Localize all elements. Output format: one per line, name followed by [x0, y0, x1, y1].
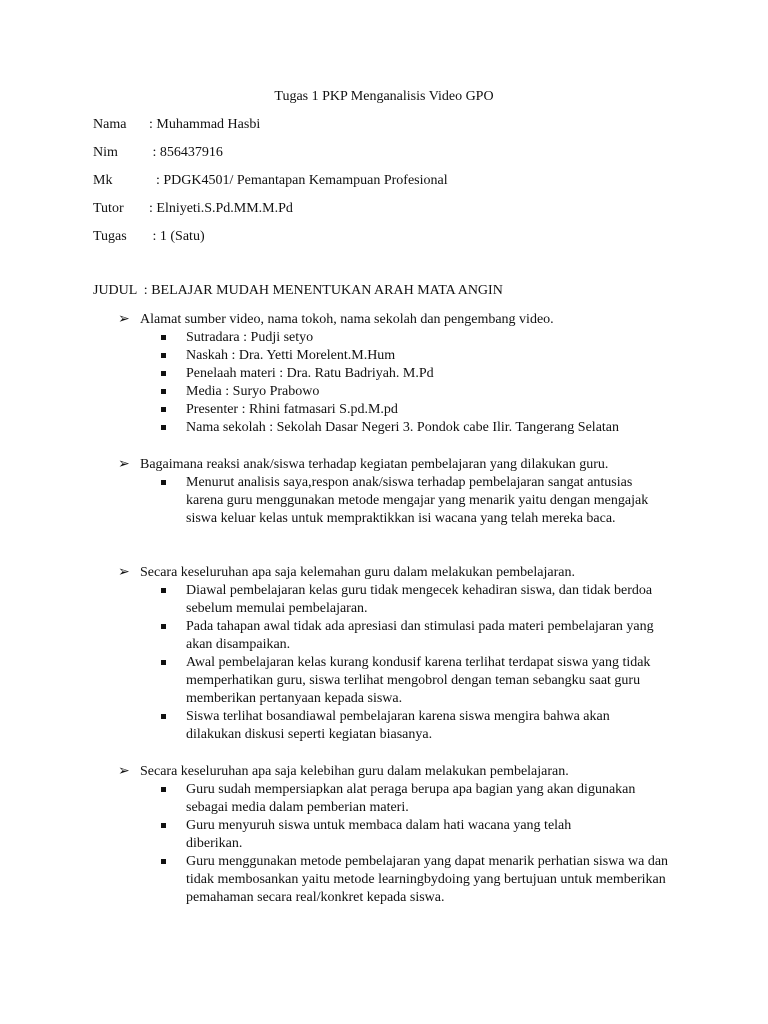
list-item: Naskah : Dra. Yetti Morelent.M.Hum [0, 347, 768, 365]
arrow-bullet-icon: ➢ [118, 312, 130, 327]
square-bullet-icon [161, 353, 166, 358]
section-heading [0, 763, 768, 781]
info-row-tutor [93, 200, 293, 218]
arrow-bullet-icon: ➢ [118, 764, 130, 779]
list-item: Menurut analisis saya,respon anak/siswa terhadap pembelajaran sangat antusias karena guru menggunakan metode mengajar yang menarik yaitu dengan mengajak siswa keluar kelas untuk mempraktikkan isi wacana yang telah mereka baca. [0, 474, 768, 528]
square-bullet-icon [161, 624, 166, 629]
square-bullet-icon [161, 389, 166, 394]
list-item: Siswa terlihat bosandiawal pembelajaran karena siswa mengira bahwa akan dilakukan diskusi seperti kegiatan biasanya. [0, 708, 768, 744]
list-item: Nama sekolah : Sekolah Dasar Negeri 3. Pondok cabe Ilir. Tangerang Selatan [0, 419, 768, 437]
info-value: : Elniyeti.S.Pd.MM.M.Pd [149, 201, 293, 216]
square-bullet-icon [161, 787, 166, 792]
list-item: Sutradara : Pudji setyo [0, 329, 768, 347]
square-bullet-icon [161, 823, 166, 828]
section-heading-text: Alamat sumber video, nama tokoh, nama sekolah dan pengembang video. [140, 312, 554, 327]
list-item: Penelaah materi : Dra. Ratu Badriyah. M.Pd [0, 365, 768, 383]
info-value: : 856437916 [149, 145, 223, 160]
info-value: : 1 (Satu) [149, 229, 205, 244]
section-heading-text: Secara keseluruhan apa saja kelebihan guru dalam melakukan pembelajaran. [140, 764, 569, 779]
info-label: Tutor [93, 201, 124, 216]
section-heading-text: Secara keseluruhan apa saja kelemahan guru dalam melakukan pembelajaran. [140, 565, 575, 580]
section-sumber-video [0, 311, 768, 437]
square-bullet-icon [161, 660, 166, 665]
judul-line: JUDUL : BELAJAR MUDAH MENENTUKAN ARAH MATA ANGIN [93, 283, 503, 298]
list-item: Guru sudah mempersiapkan alat peraga berupa apa bagian yang akan digunakan sebagai media dalam pemberian materi. [0, 781, 768, 817]
info-label: Nama [93, 117, 127, 132]
info-row-mk [93, 172, 448, 190]
list-item: Guru menggunakan metode pembelajaran yang dapat menarik perhatian siswa wa dan tidak membosankan yaitu metode learningbydoing yang bertujuan untuk memberikan pemahaman secara real/konkret kepada siswa. [0, 853, 768, 907]
list-item: Guru menyuruh siswa untuk membaca dalam hati wacana yang telah diberikan. [0, 817, 768, 853]
list-item: Presenter : Rhini fatmasari S.pd.M.pd [0, 401, 768, 419]
section-reaksi-siswa [0, 456, 768, 528]
square-bullet-icon [161, 425, 166, 430]
info-row-tugas [93, 228, 205, 246]
square-bullet-icon [161, 714, 166, 719]
square-bullet-icon [161, 480, 166, 485]
list-item: Pada tahapan awal tidak ada apresiasi dan stimulasi pada materi pembelajaran yang akan disampaikan. [0, 618, 768, 654]
section-heading [0, 456, 768, 474]
info-label: Mk [93, 173, 113, 188]
square-bullet-icon [161, 371, 166, 376]
section-kelemahan-guru [0, 564, 768, 744]
document-title: Tugas 1 PKP Menganalisis Video GPO [274, 89, 494, 104]
arrow-bullet-icon: ➢ [118, 565, 130, 580]
info-row-nim [93, 144, 223, 162]
square-bullet-icon [161, 335, 166, 340]
arrow-bullet-icon: ➢ [118, 457, 130, 472]
square-bullet-icon [161, 407, 166, 412]
list-item: Awal pembelajaran kelas kurang kondusif karena terlihat terdapat siswa yang tidak memperhatikan guru, siswa terlihat mengobrol dengan teman sebangku saat guru memberikan pertanyaan kepada siswa. [0, 654, 768, 708]
section-kelebihan-guru [0, 763, 768, 907]
info-value: : Muhammad Hasbi [149, 117, 261, 132]
square-bullet-icon [161, 859, 166, 864]
info-value: : PDGK4501/ Pemantapan Kemampuan Profesional [149, 173, 448, 188]
list-item: Media : Suryo Prabowo [0, 383, 768, 401]
info-label: Nim [93, 145, 118, 160]
section-heading-text: Bagaimana reaksi anak/siswa terhadap kegiatan pembelajaran yang dilakukan guru. [140, 457, 609, 472]
info-row-nama [93, 116, 260, 134]
info-label: Tugas [93, 229, 127, 244]
square-bullet-icon [161, 588, 166, 593]
section-heading [0, 564, 768, 582]
list-item: Diawal pembelajaran kelas guru tidak mengecek kehadiran siswa, dan tidak berdoa sebelum memulai pembelajaran. [0, 582, 768, 618]
section-heading [0, 311, 768, 329]
